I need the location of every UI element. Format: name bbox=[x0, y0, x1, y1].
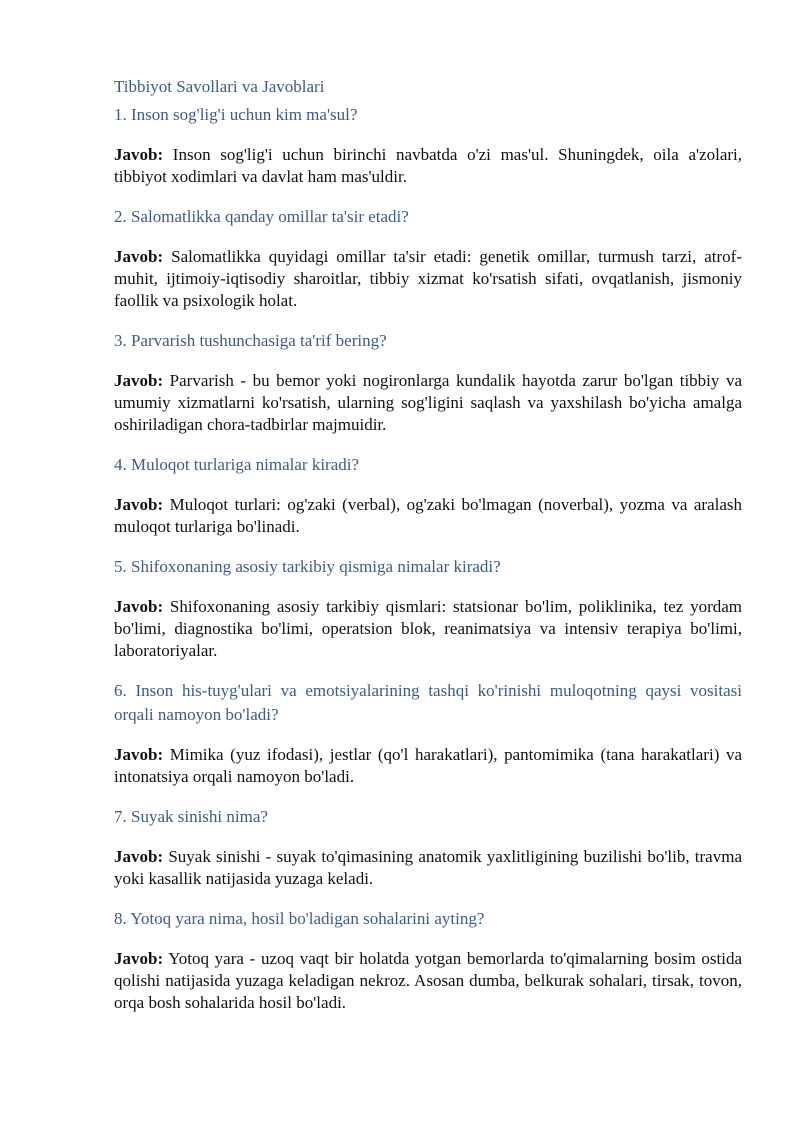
answer-text: Salomatlikka quyidagi omillar ta'sir etadi: genetik omillar, turmush tarzi, atrof-muhit, ijtimoiy-iqtisodiy sharoitlar, tibbiy xizmat ko'rsatish sifati, ovqatlanish, jismoniy faollik va psixologik holat. bbox=[114, 247, 742, 310]
answer-text: Yotoq yara - uzoq vaqt bir holatda yotgan bemorlarda to'qimalarning bosim ostida qolishi natijasida yuzaga keladigan nekroz. Asosan dumba, belkurak sohalari, tirsak, tovon, orqa bosh sohalarida hosil bo'ladi. bbox=[114, 949, 742, 1012]
answer-paragraph bbox=[114, 144, 742, 188]
qa-item bbox=[114, 103, 742, 188]
answer-label: Javob: bbox=[114, 847, 164, 866]
answer-text: Suyak sinishi - suyak to'qimasining anatomik yaxlitligining buzilishi bo'lib, travma yoki kasallik natijasida yuzaga keladi. bbox=[114, 847, 742, 888]
answer-paragraph bbox=[114, 370, 742, 436]
document-page bbox=[114, 76, 742, 1014]
answer-label: Javob: bbox=[114, 145, 164, 164]
answer-paragraph bbox=[114, 948, 742, 1014]
question-heading: 6. Inson his-tuyg'ulari va emotsiyalarining tashqi ko'rinishi muloqotning qaysi vositasi orqali namoyon bo'ladi? bbox=[114, 681, 742, 724]
qa-item bbox=[114, 205, 742, 312]
answer-text: Shifoxonaning asosiy tarkibiy qismlari: statsionar bo'lim, poliklinika, tez yordam bo'limi, diagnostika bo'limi, operatsion blok, reanimatsiya va intensiv terapiya bo'limi, laboratoriyalar. bbox=[114, 597, 742, 660]
document-title: Tibbiyot Savollari va Javoblari bbox=[114, 77, 325, 96]
question-heading: 1. Inson sog'lig'i uchun kim ma'sul? bbox=[114, 105, 358, 124]
question-heading: 2. Salomatlikka qanday omillar ta'sir etadi? bbox=[114, 207, 409, 226]
answer-label: Javob: bbox=[114, 247, 164, 266]
question-heading: 4. Muloqot turlariga nimalar kiradi? bbox=[114, 455, 360, 474]
answer-text: Muloqot turlari: og'zaki (verbal), og'zaki bo'lmagan (noverbal), yozma va aralash muloqot turlariga bo'linadi. bbox=[114, 495, 742, 536]
question-heading: 7. Suyak sinishi nima? bbox=[114, 807, 268, 826]
answer-text: Inson sog'lig'i uchun birinchi navbatda o'zi mas'ul. Shuningdek, oila a'zolari, tibbiyot xodimlari va davlat ham mas'uldir. bbox=[114, 145, 743, 186]
answer-label: Javob: bbox=[114, 597, 164, 616]
answer-label: Javob: bbox=[114, 745, 164, 764]
question-heading: 3. Parvarish tushunchasiga ta'rif bering? bbox=[114, 331, 387, 350]
answer-label: Javob: bbox=[114, 495, 164, 514]
answer-text: Mimika (yuz ifodasi), jestlar (qo'l harakatlari), pantomimika (tana harakatlari) va intonatsiya orqali namoyon bo'ladi. bbox=[114, 745, 742, 786]
qa-item bbox=[114, 555, 742, 662]
answer-label: Javob: bbox=[114, 371, 164, 390]
answer-paragraph bbox=[114, 246, 742, 312]
question-heading: 8. Yotoq yara nima, hosil bo'ladigan sohalarini ayting? bbox=[114, 909, 485, 928]
answer-text: Parvarish - bu bemor yoki nogironlarga kundalik hayotda zarur bo'lgan tibbiy va umumiy xizmatlarni ko'rsatish, ularning sog'ligini saqlash va yaxshilash bo'yicha amalga oshiriladigan chora-tadbirlar majmuidir. bbox=[114, 371, 742, 434]
answer-paragraph bbox=[114, 846, 742, 890]
qa-item bbox=[114, 907, 742, 1014]
answer-paragraph bbox=[114, 744, 742, 788]
qa-item bbox=[114, 805, 742, 890]
question-heading: 5. Shifoxonaning asosiy tarkibiy qismiga nimalar kiradi? bbox=[114, 557, 501, 576]
qa-item bbox=[114, 329, 742, 436]
answer-paragraph bbox=[114, 494, 742, 538]
qa-item bbox=[114, 679, 742, 788]
answer-paragraph bbox=[114, 596, 742, 662]
answer-label: Javob: bbox=[114, 949, 164, 968]
qa-item bbox=[114, 453, 742, 538]
